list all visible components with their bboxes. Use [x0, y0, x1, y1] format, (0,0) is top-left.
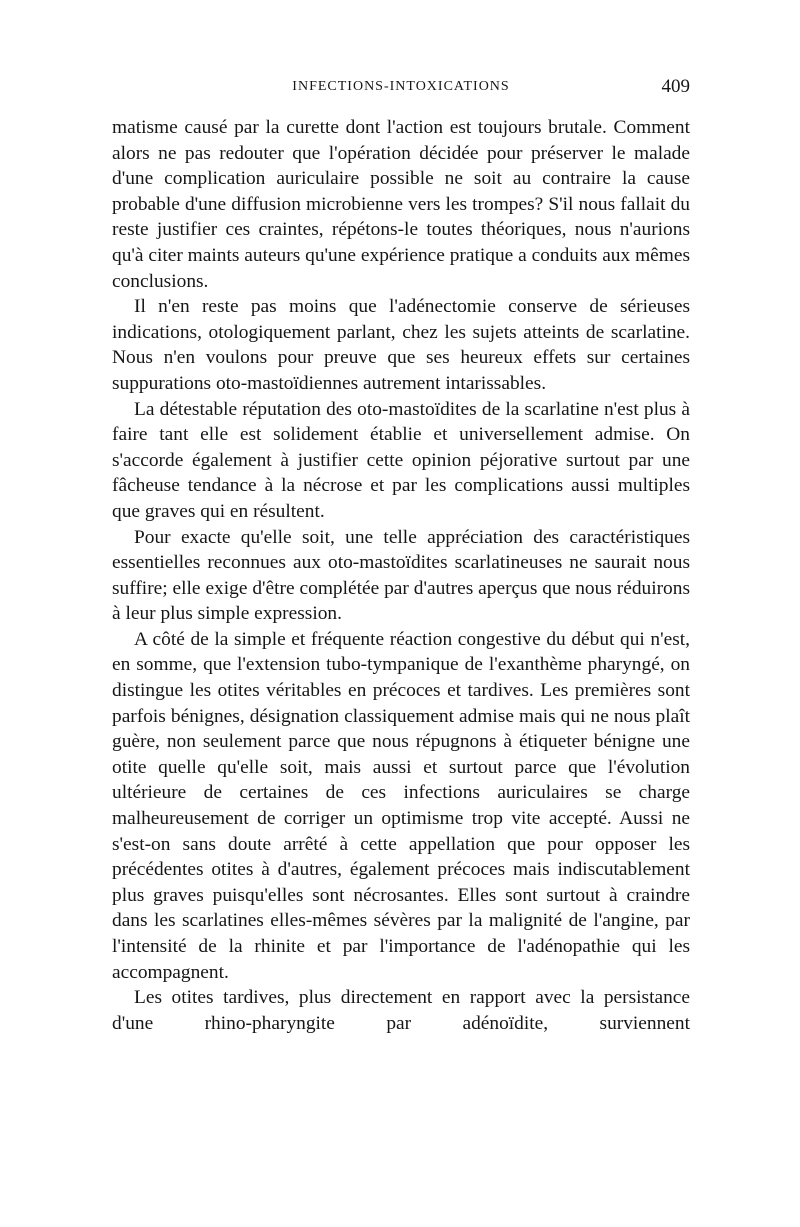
paragraph-3: La détestable réputation des oto-mastoïdites de la scarlatine n'est plus à faire tant elle est solidement établie et universellement admise. On s'accorde également à justifier cette opinion péjorative surtout par une fâcheuse tendance à la nécrose et par les complications aussi multiples que graves qui en résultent.	[112, 398, 690, 522]
paragraph-4: Pour exacte qu'elle soit, une telle appréciation des caractéristiques essentielles reconnues aux oto-mastoïdites scarlatineuses ne saurait nous suffire; elle exige d'être complétée par d'autres aperçus que nous réduirons à leur plus simple expression.	[112, 526, 690, 625]
running-title: INFECTIONS-INTOXICATIONS	[292, 79, 510, 94]
paragraph-6: Les otites tardives, plus directement en rapport avec la persistance d'une rhino-pharyngite par adénoïdite, surviennent	[112, 987, 690, 1034]
paragraph-2: Il n'en reste pas moins que l'adénectomie conserve de sérieuses indications, otologiquement parlant, chez les sujets atteints de scarlatine. Nous n'en voulons pour preuve que ses heureux effets sur certaines suppurations oto-mastoïdiennes autrement intarissables.	[112, 296, 690, 394]
page-number: 409	[661, 76, 690, 97]
paragraph-5: A côté de la simple et fréquente réaction congestive du début qui n'est, en somme, que l'extension tubo-tympanique de l'exanthème pharyngé, on distingue les otites véritables en précoces et tardives. Les premières sont parfois bénignes, désignation classiquement admise mais qui ne nous plaît guère, non seulement parce que nous répugnons à étiqueter bénigne une otite quelle qu'elle soit, mais aussi et surtout parce que l'évolution ultérieure de certaines de ces infections auriculaires se charge malheureusement de corriger un optimisme trop vite accepté. Aussi ne s'est-on sans doute arrêté à cette appellation que pour opposer les précédentes otites à d'autres, également précoces mais indiscutablement plus graves puisqu'elles sont nécrosantes. Elles sont surtout à craindre dans les scarlatines elles-mêmes sévères par la malignité de l'angine, par l'intensité de la rhinite et par l'importance de l'adénopathie qui les accompagnent.	[112, 628, 690, 983]
paragraph-1: matisme causé par la curette dont l'action est toujours brutale. Comment alors ne pas redouter que l'opération décidée pour préserver le malade d'une complication auriculaire possible ne soit au contraire la cause probable d'une diffusion microbienne vers les trompes? S'il nous fallait du reste justifier ces craintes, répétons-le toutes théoriques, nous n'aurions qu'à citer maints auteurs qu'une expérience pratique a conduits aux mêmes conclusions.	[112, 117, 690, 292]
running-head	[112, 76, 690, 100]
body-text	[112, 115, 690, 1036]
